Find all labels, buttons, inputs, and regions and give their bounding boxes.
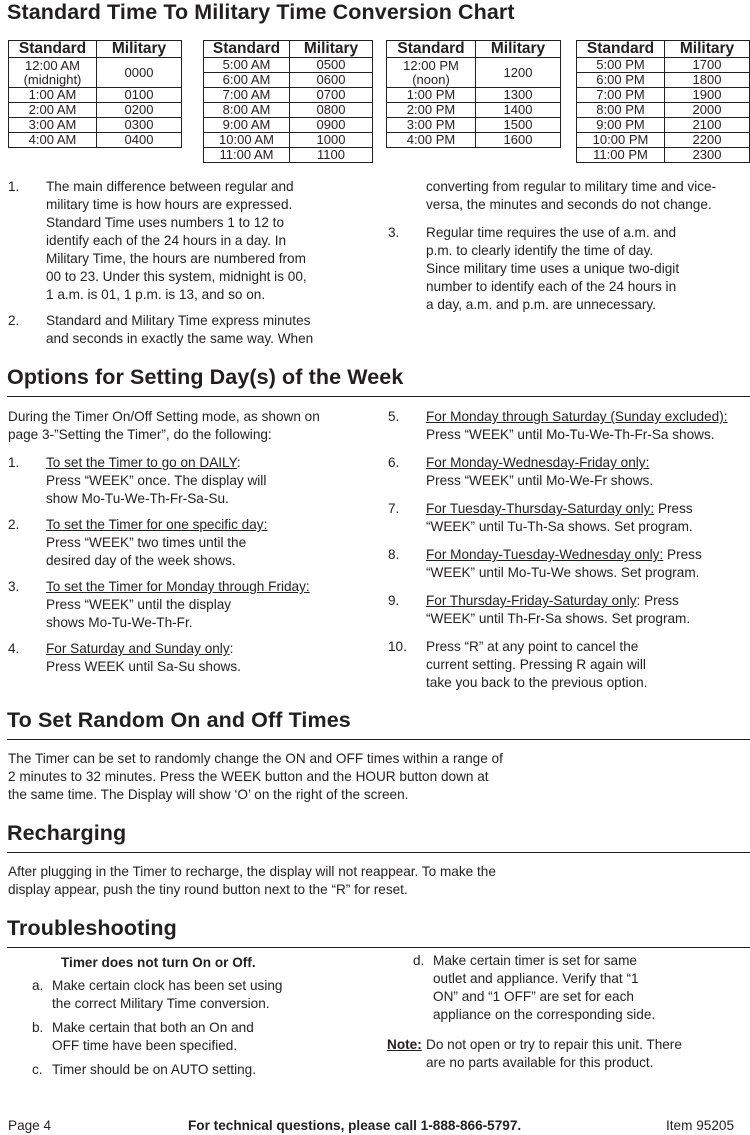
recharging-rule	[7, 852, 750, 853]
military-time: 0700	[290, 88, 373, 103]
random-title: To Set Random On and Off Times	[7, 708, 351, 732]
military-time: 0200	[97, 103, 182, 118]
option-heading-tail: : Press	[636, 593, 679, 608]
week-option	[388, 500, 750, 536]
military-time: 1800	[665, 73, 750, 88]
trouble-item	[32, 1019, 282, 1055]
standard-time-cell	[387, 133, 476, 148]
trouble-line: Make certain clock has been set using	[52, 978, 283, 993]
military-time: 0600	[290, 73, 373, 88]
military-time: 1000	[290, 133, 373, 148]
table-row	[577, 148, 750, 163]
troubleshooting-subhead: Timer does not turn On or Off.	[61, 955, 256, 970]
option-heading-line	[426, 408, 750, 426]
week-option	[8, 454, 368, 508]
trouble-line: OFF time have been specified.	[52, 1038, 238, 1053]
standard-time: 3:00 PM	[406, 117, 456, 132]
random-rule	[7, 739, 750, 740]
note-2-number: 2.	[8, 313, 20, 328]
military-time: 1400	[476, 103, 561, 118]
option-heading-line	[46, 516, 368, 534]
trouble-line: the correct Military Time conversion.	[52, 996, 270, 1011]
trouble-letter: d.	[413, 953, 425, 968]
note-line: identify each of the 24 hours in a day. In	[46, 233, 287, 248]
standard-time: 3:00 AM	[28, 117, 77, 132]
standard-time: 4:00 AM	[28, 132, 77, 147]
option-heading-tail: Press	[663, 547, 702, 562]
header-military: Military	[290, 41, 373, 58]
military-time: 0100	[97, 88, 182, 103]
note-line: Standard and Military Time express minutes	[46, 313, 311, 328]
standard-time: 6:00 AM	[222, 72, 271, 87]
note-line: p.m. to clearly identify the time of day.	[426, 243, 654, 258]
option-number: 6.	[388, 455, 400, 470]
troubleshooting-list-left	[32, 977, 282, 1085]
note-line: Since military time uses a unique two-digit	[426, 261, 680, 276]
standard-time-cell	[577, 103, 665, 118]
option-heading: To set the Timer for Monday through Friday:	[46, 579, 310, 594]
military-time: 1100	[290, 148, 373, 163]
option-heading: For Monday-Tuesday-Wednesday only:	[426, 547, 664, 562]
standard-time: 5:00 PM	[596, 57, 645, 72]
military-time: 1200	[476, 58, 561, 88]
table-row	[204, 88, 373, 103]
standard-time: 12:00 AM	[25, 57, 80, 73]
standard-time-cell	[9, 118, 97, 133]
standard-time: 12:00 PM	[403, 57, 459, 73]
trouble-line: ON” and “1 OFF” are set for each	[433, 989, 634, 1004]
military-time: 0500	[290, 58, 373, 73]
standard-time-cell	[204, 88, 290, 103]
standard-time-cell	[9, 133, 97, 148]
military-time: 0900	[290, 118, 373, 133]
table-row	[387, 88, 561, 103]
table-row	[9, 88, 182, 103]
standard-time-cell	[9, 103, 97, 118]
note-2-text	[46, 312, 313, 348]
note-line: and seconds in exactly the same way. When	[46, 331, 314, 346]
trouble-line: Make certain that both an On and	[52, 1020, 254, 1035]
footer-questions: For technical questions, please call 1-888-866-5797.	[188, 1118, 522, 1133]
option-number: 1.	[8, 455, 20, 470]
option-line: “WEEK” until Tu-Th-Sa shows. Set program.	[426, 519, 693, 534]
trouble-line: Make certain timer is set for same	[433, 953, 637, 968]
trouble-line: appliance on the corresponding side.	[433, 1007, 656, 1022]
option-line: desired day of the week shows.	[46, 553, 236, 568]
option-heading: To set the Timer for one specific day:	[46, 517, 268, 532]
note-line: 1 a.m. is 01, 1 p.m. is 13, and so on.	[46, 287, 266, 302]
option-line: Press “WEEK” once. The display will	[46, 473, 267, 488]
standard-time: 8:00 AM	[222, 102, 271, 117]
standard-time-cell	[204, 73, 290, 88]
trouble-line: Timer should be on AUTO setting.	[52, 1062, 257, 1077]
standard-time-cell	[387, 103, 476, 118]
table-row	[9, 58, 182, 88]
standard-time-cell	[577, 148, 665, 163]
header-military: Military	[665, 41, 750, 58]
standard-time: 7:00 AM	[222, 87, 271, 102]
table-row	[204, 148, 373, 163]
standard-time-cell	[204, 118, 290, 133]
standard-time-cell	[204, 148, 290, 163]
troubleshooting-list-right	[413, 952, 655, 1030]
military-time: 1900	[665, 88, 750, 103]
standard-time: 2:00 PM	[406, 102, 456, 117]
standard-time-cell	[9, 58, 97, 88]
note-2-continued	[426, 178, 716, 214]
option-heading-line	[426, 454, 750, 472]
option-heading-line	[46, 578, 368, 596]
standard-time-cell	[387, 58, 476, 88]
standard-time: 8:00 PM	[596, 102, 645, 117]
military-time: 2200	[665, 133, 750, 148]
standard-time-cell	[577, 73, 665, 88]
table-row	[204, 103, 373, 118]
option-heading-tail: :	[236, 455, 241, 470]
option-line: Press “WEEK” until the display	[46, 597, 232, 612]
standard-time: 11:00 AM	[219, 147, 274, 162]
option-heading: For Tuesday-Thursday-Saturday only:	[426, 501, 655, 516]
header-military: Military	[97, 41, 182, 58]
trouble-letter: a.	[32, 978, 44, 993]
standard-time-cell	[387, 88, 476, 103]
note-text	[426, 1036, 682, 1072]
week-title: Options for Setting Day(s) of the Week	[7, 365, 404, 389]
table-row	[577, 133, 750, 148]
note-line: number to identify each of the 24 hours in	[426, 279, 677, 294]
table-row	[9, 103, 182, 118]
trouble-item	[32, 1061, 282, 1079]
random-text	[8, 750, 503, 804]
note-line: 00 to 23. Under this system, midnight is 00,	[46, 269, 307, 284]
recharging-text	[8, 863, 496, 899]
option-number: 7.	[388, 501, 400, 516]
table-row	[577, 73, 750, 88]
table-row	[204, 133, 373, 148]
option-number: 10.	[388, 639, 407, 654]
week-option	[388, 546, 750, 582]
note-line: Military Time, the hours are numbered from	[46, 251, 306, 266]
military-time: 2000	[665, 103, 750, 118]
header-standard: Standard	[577, 41, 665, 58]
option-line: shows Mo-Tu-We-Th-Fr.	[46, 615, 193, 630]
note-line: Do not open or try to repair this unit. There	[426, 1037, 682, 1052]
week-option	[8, 516, 368, 570]
standard-time-cell	[204, 103, 290, 118]
standard-time: 1:00 PM	[406, 87, 456, 102]
conversion-title: Standard Time To Military Time Conversion Chart	[7, 0, 515, 24]
intro-line: page 3-”Setting the Timer”, do the following:	[8, 427, 272, 442]
table-row	[387, 118, 561, 133]
table-row	[577, 118, 750, 133]
option-number: 8.	[388, 547, 400, 562]
option-heading-line	[46, 454, 368, 472]
trouble-item	[32, 977, 282, 1013]
header-standard: Standard	[204, 41, 290, 58]
standard-time-cell	[577, 118, 665, 133]
military-time: 1700	[665, 58, 750, 73]
note-line: a day, a.m. and p.m. are unnecessary.	[426, 297, 656, 312]
military-time: 0300	[97, 118, 182, 133]
standard-time: 1:00 AM	[28, 87, 77, 102]
table-row	[577, 103, 750, 118]
standard-time: 2:00 AM	[28, 102, 77, 117]
military-time: 2100	[665, 118, 750, 133]
trouble-letter: b.	[32, 1020, 44, 1035]
option-heading: For Thursday-Friday-Saturday only	[426, 593, 637, 608]
option-number: 5.	[388, 409, 400, 424]
standard-time: 4:00 PM	[406, 132, 456, 147]
note-1-number: 1.	[8, 179, 20, 194]
week-option	[8, 640, 368, 676]
conversion-table-3	[386, 40, 561, 148]
week-option	[388, 408, 750, 444]
conversion-table-1	[8, 40, 182, 148]
military-time: 0400	[97, 133, 182, 148]
military-time: 1600	[476, 133, 561, 148]
option-number: 2.	[8, 517, 20, 532]
table-row	[387, 103, 561, 118]
option-line: “WEEK” until Mo-Tu-We shows. Set program.	[426, 565, 700, 580]
table-row	[387, 133, 561, 148]
option-heading: To set the Timer to go on DAILY	[46, 455, 237, 470]
intro-line: During the Timer On/Off Setting mode, as shown on	[8, 409, 320, 424]
standard-time-cell	[387, 118, 476, 133]
note-line: Regular time requires the use of a.m. and	[426, 225, 677, 240]
table-row	[577, 88, 750, 103]
option-line: show Mo-Tu-We-Th-Fr-Sa-Su.	[46, 491, 229, 506]
table-row	[204, 118, 373, 133]
option-heading-line	[426, 500, 750, 518]
header-standard: Standard	[387, 41, 476, 58]
random-line: the same time. The Display will show ‘O’ on the right of the screen.	[8, 787, 409, 802]
trouble-line: outlet and appliance. Verify that “1	[433, 971, 639, 986]
standard-time: 7:00 PM	[596, 87, 645, 102]
note-line: converting from regular to military time and vice-	[426, 179, 717, 194]
note-line: are no parts available for this product.	[426, 1055, 654, 1070]
week-rule	[7, 396, 750, 397]
standard-time: 9:00 PM	[596, 117, 645, 132]
table-row	[204, 73, 373, 88]
military-time: 0800	[290, 103, 373, 118]
week-option	[8, 578, 368, 632]
troubleshooting-rule	[7, 947, 750, 948]
standard-time: 11:00 PM	[593, 147, 648, 162]
standard-time-note: (midnight)	[23, 71, 82, 87]
week-option	[388, 592, 750, 628]
random-line: The Timer can be set to randomly change the ON and OFF times within a range of	[8, 751, 503, 766]
table-row	[204, 58, 373, 73]
note-line: The main difference between regular and	[46, 179, 294, 194]
week-intro	[8, 408, 320, 444]
standard-time-cell	[204, 58, 290, 73]
option-line: Press “WEEK” until Mo-Tu-We-Th-Fr-Sa shows.	[426, 427, 715, 442]
option-heading-tail: :	[229, 641, 234, 656]
random-line: 2 minutes to 32 minutes. Press the WEEK button and the HOUR button down at	[8, 769, 489, 784]
note-line: military time is how hours are expressed.	[46, 197, 293, 212]
standard-time: 10:00 AM	[219, 132, 274, 147]
table-row	[9, 133, 182, 148]
option-number: 3.	[8, 579, 20, 594]
week-left-list	[8, 454, 368, 684]
option-heading-line	[46, 640, 368, 658]
option-heading-tail: Press	[654, 501, 693, 516]
option-heading: For Monday-Wednesday-Friday only:	[426, 455, 650, 470]
option-line: “WEEK” until Th-Fr-Sa shows. Set program.	[426, 611, 691, 626]
option-heading: For Monday through Saturday (Sunday excluded):	[426, 409, 728, 424]
military-time: 1300	[476, 88, 561, 103]
option-number: 4.	[8, 641, 20, 656]
option-line: take you back to the previous option.	[426, 675, 648, 690]
option-line: Press WEEK until Sa-Su shows.	[46, 659, 241, 674]
military-time: 0000	[97, 58, 182, 88]
trouble-item	[413, 952, 655, 1024]
standard-time-cell	[577, 58, 665, 73]
note-3-text	[426, 224, 679, 314]
option-number: 9.	[388, 593, 400, 608]
trouble-letter: c.	[32, 1062, 43, 1077]
option-line: Press “WEEK” until Mo-We-Fr shows.	[426, 473, 654, 488]
recharging-title: Recharging	[7, 821, 127, 845]
standard-time: 5:00 AM	[222, 57, 271, 72]
option-line: Press “WEEK” two times until the	[46, 535, 247, 550]
standard-time: 9:00 AM	[222, 117, 271, 132]
troubleshooting-title: Troubleshooting	[7, 916, 177, 940]
standard-time-cell	[577, 88, 665, 103]
standard-time-cell	[204, 133, 290, 148]
option-line: Press “R” at any point to cancel the	[426, 639, 639, 654]
table-row	[387, 58, 561, 88]
header-military: Military	[476, 41, 561, 58]
standard-time-cell	[577, 133, 665, 148]
recharging-line: display appear, push the tiny round button next to the “R” for reset.	[8, 882, 408, 897]
note-line: versa, the minutes and seconds do not change.	[426, 197, 712, 212]
week-option	[388, 454, 750, 490]
recharging-line: After plugging in the Timer to recharge, the display will not reappear. To make the	[8, 864, 496, 879]
option-heading-line	[426, 546, 750, 564]
standard-time-note: (noon)	[412, 71, 450, 87]
table-row	[9, 118, 182, 133]
option-heading: For Saturday and Sunday only	[46, 641, 230, 656]
week-right-list	[388, 408, 750, 702]
military-time: 2300	[665, 148, 750, 163]
footer-item: Item 95205	[666, 1118, 735, 1133]
conversion-table-4	[576, 40, 750, 163]
footer-page: Page 4	[8, 1118, 52, 1133]
header-standard: Standard	[9, 41, 97, 58]
note-1-text	[46, 178, 307, 304]
note-line: Standard Time uses numbers 1 to 12 to	[46, 215, 285, 230]
standard-time: 6:00 PM	[596, 72, 645, 87]
option-heading-line	[426, 592, 750, 610]
conversion-table-2	[203, 40, 373, 163]
standard-time: 10:00 PM	[592, 132, 649, 147]
standard-time-cell	[9, 88, 97, 103]
note-3-number: 3.	[388, 225, 400, 240]
military-time: 1500	[476, 118, 561, 133]
option-line: current setting. Pressing R again will	[426, 657, 646, 672]
week-option	[388, 638, 750, 692]
note-label: Note:	[387, 1037, 422, 1052]
table-row	[577, 58, 750, 73]
